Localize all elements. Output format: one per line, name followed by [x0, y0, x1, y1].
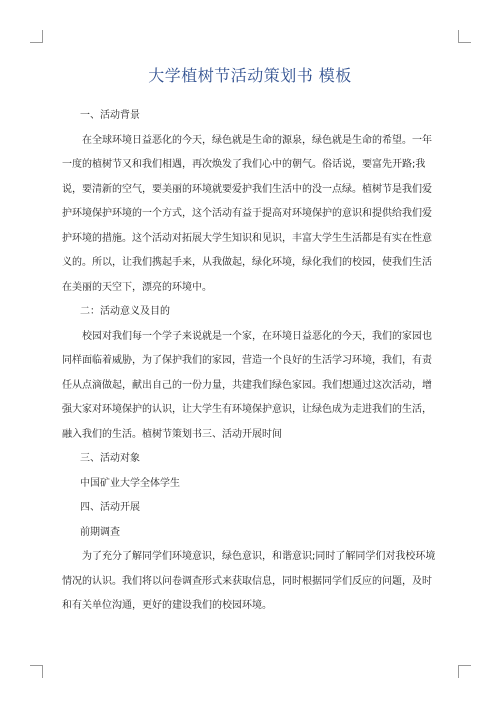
- document-title: 大学植树节活动策划书 模板: [148, 66, 352, 85]
- crop-mark-bottom-right: [458, 665, 471, 678]
- crop-mark-top-right: [458, 30, 471, 43]
- paragraph-purpose: 校园对我们每一个学子来说就是一个家，在环境日益恶化的今天，我们的家园也同样面临着威胁，为了保护我们的家园，营造一个良好的生活学习环境，我们，有责任从点滴做起，献出自己的一份力量，共建我们绿色家园。我们想通过这次活动，增强大家对环境保护的认识，让大学生有环境保护意识，让绿色成为走进我们的生活，融入我们的生活。植树节策划书三、活动开展时间: [62, 330, 432, 440]
- section-heading-purpose: 二：活动意义及目的: [80, 306, 170, 317]
- section-heading-audience: 三、活动对象: [80, 453, 140, 464]
- section-heading-background: 一、活动背景: [80, 110, 140, 121]
- paragraph-survey: 为了充分了解同学们环境意识，绿色意识，和谐意识;同时了解同学们对我校环境情况的认识。我们将以问卷调查形式来获取信息，同时根据同学们反应的问题，及时和有关单位沟通，更好的建设我们的校园环境。: [62, 551, 436, 611]
- crop-mark-bottom-left: [30, 665, 43, 678]
- paragraph-background: 在全球环境日益恶化的今天，绿色就是生命的源泉，绿色就是生命的希望。一年一度的植树节又和我们相遇，再次焕发了我们心中的朝气。俗话说，要富先开路;我说，要清新的空气，要美丽的环境就要爱护我们生活中的没一点绿。植树节是我们爱护环境保护环境的一个方式，这个活动有益于提高对环境保护的意识和提供给我们爱护环境的措施。这个活动对拓展大学生知识和见识，丰富大学生生活都是有实在性意义的。所以，让我们携起手来，从我做起，绿化环境，绿化我们的校园，使我们生活在美丽的天空下，漂亮的环境中。: [62, 134, 432, 293]
- crop-mark-top-left: [30, 30, 43, 43]
- audience-text: 中国矿业大学全体学生: [80, 477, 180, 489]
- subheading-survey: 前期调查: [80, 526, 120, 538]
- section-heading-activities: 四、活动开展: [80, 502, 140, 513]
- document-body: [62, 104, 440, 619]
